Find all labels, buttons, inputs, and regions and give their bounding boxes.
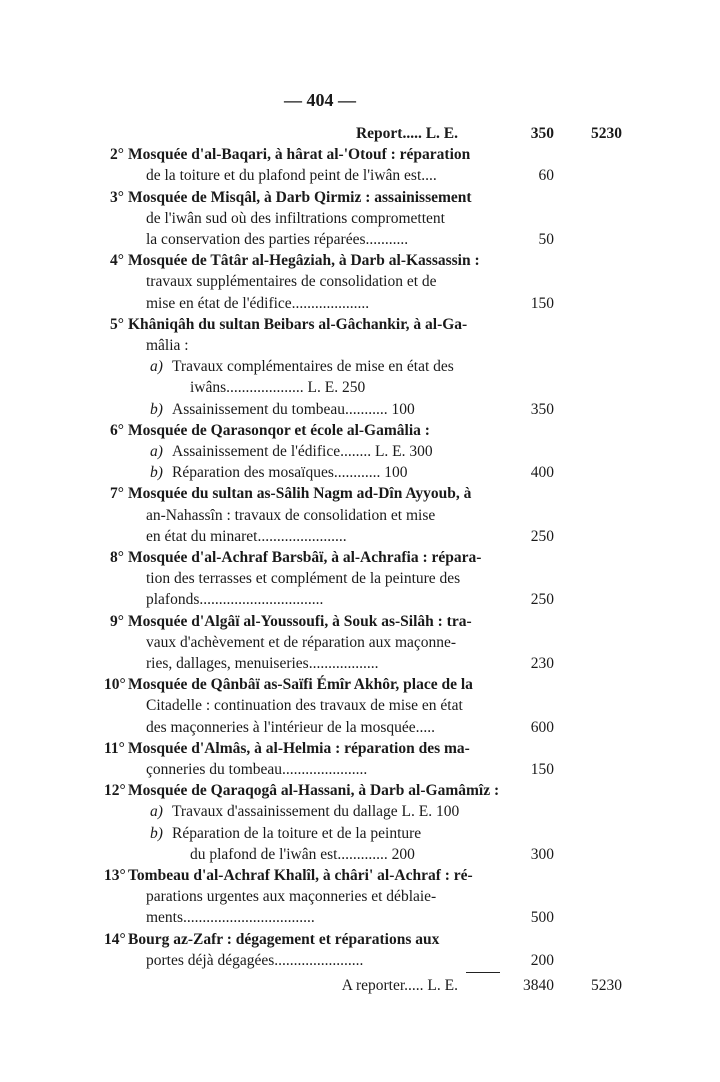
entry-line bbox=[0, 314, 720, 336]
report-total: 5230 bbox=[591, 125, 622, 142]
report-amount: 350 bbox=[530, 125, 554, 142]
report-label: Report..... L. E. bbox=[355, 125, 458, 142]
entry-text: Bourg az-Zafr : dégagement et réparations aux bbox=[128, 930, 440, 948]
entry-text: ments.................................. bbox=[146, 909, 315, 927]
entry-text: Assainissement de l'édifice........ L. E. 300 bbox=[172, 443, 433, 460]
entry-line bbox=[0, 505, 720, 527]
entry-line bbox=[0, 886, 720, 908]
sub-item-marker: b) bbox=[150, 400, 163, 418]
entry-number: 6° bbox=[110, 421, 124, 439]
entry-line bbox=[0, 589, 720, 611]
entry-number: 14° bbox=[104, 930, 126, 948]
entry-text: travaux supplémentaires de consolidation et de bbox=[146, 273, 437, 291]
sub-item-line bbox=[0, 441, 720, 463]
entry-number: 11° bbox=[104, 739, 125, 757]
entry-text: tion des terrasses et complément de la peinture des bbox=[146, 570, 461, 588]
entry-amount: 500 bbox=[530, 909, 554, 927]
entry-text: Mosquée d'Algâï al-Youssoufi, à Souk as-Silâh : tra- bbox=[128, 612, 472, 630]
entry-text: Mosquée d'al-Baqari, à hârat al-'Otouf : réparation bbox=[128, 146, 471, 164]
sub-item-marker: a) bbox=[150, 803, 163, 821]
entry-line bbox=[0, 271, 720, 293]
entry-line bbox=[0, 611, 720, 633]
entry-number: 8° bbox=[110, 549, 124, 566]
entry-line bbox=[0, 526, 720, 548]
sub-item-line bbox=[0, 462, 720, 484]
entry-amount: 200 bbox=[530, 951, 554, 969]
sub-item-line bbox=[0, 399, 720, 421]
entry-text: Khâniqâh du sultan Beibars al-Gâchankir, à al-Ga- bbox=[128, 315, 468, 333]
entry-amount: 150 bbox=[530, 294, 554, 312]
entry-amount: 60 bbox=[538, 167, 554, 185]
entry-line bbox=[0, 483, 720, 505]
entry-text: des maçonneries à l'intérieur de la mosquée..... bbox=[146, 718, 436, 736]
entry-number: 5° bbox=[110, 315, 124, 333]
entry-amount: 400 bbox=[530, 464, 554, 482]
entry-text: ries, dallages, menuiseries.................. bbox=[146, 655, 379, 672]
entry-line bbox=[0, 929, 720, 951]
entry-line bbox=[0, 335, 720, 357]
entry-text: an-Nahassîn : travaux de consolidation et mise bbox=[146, 506, 436, 524]
entry-amount: 250 bbox=[530, 527, 554, 545]
entry-text: çonneries du tombeau...................... bbox=[146, 761, 368, 778]
entry-text: mise en état de l'édifice.................... bbox=[146, 294, 370, 312]
entry-text: Travaux complémentaires de mise en état des bbox=[172, 358, 454, 376]
entry-amount: 300 bbox=[530, 845, 554, 863]
sub-item-line bbox=[0, 801, 720, 823]
entry-line bbox=[0, 717, 720, 739]
entry-amount: 350 bbox=[530, 400, 554, 418]
entry-text: Assainissement du tombeau........... 100 bbox=[172, 400, 415, 418]
entry-number: 4° bbox=[110, 252, 124, 270]
entry-text: de la toiture et du plafond peint de l'iwân est.... bbox=[146, 167, 437, 185]
entry-text: Mosquée d'Almâs, à al-Helmia : réparation des ma- bbox=[128, 739, 470, 757]
entry-line bbox=[0, 187, 720, 209]
entry-text: la conservation des parties réparées........... bbox=[146, 231, 409, 248]
entry-line bbox=[0, 568, 720, 590]
entry-text: parations urgentes aux maçonneries et déblaie- bbox=[146, 888, 437, 906]
entry-number: 10° bbox=[104, 676, 126, 694]
entry-text: Tombeau d'al-Achraf Khalîl, à châri' al-Achraf : ré- bbox=[128, 867, 473, 884]
entry-text: Mosquée de Misqâl, à Darb Qirmiz : assainissement bbox=[128, 188, 472, 206]
entry-text: mâlia : bbox=[146, 337, 189, 354]
entry-line bbox=[0, 695, 720, 717]
sub-item-marker: a) bbox=[150, 443, 163, 460]
sub-item-line bbox=[0, 844, 720, 866]
entry-line bbox=[0, 907, 720, 929]
sub-item-marker: b) bbox=[150, 824, 163, 842]
entry-text: Mosquée d'al-Achraf Barsbâï, à al-Achrafia : répara- bbox=[128, 549, 482, 566]
entry-text: Citadelle : continuation des travaux de mise en état bbox=[146, 697, 463, 715]
entry-line bbox=[0, 144, 720, 166]
entry-line bbox=[0, 950, 720, 972]
sub-item-marker: b) bbox=[150, 464, 163, 482]
entry-amount: 250 bbox=[530, 591, 554, 609]
entry-text: Mosquée de Qaraqogâ al-Hassani, à Darb al-Gamâmîz : bbox=[128, 782, 500, 800]
entry-line bbox=[0, 229, 720, 251]
carry-amount: 3840 bbox=[523, 977, 554, 994]
entry-line bbox=[0, 738, 720, 760]
sub-item-line bbox=[0, 356, 720, 378]
entry-text: Mosquée de Tâtâr al-Hegâziah, à Darb al-Kassassin : bbox=[128, 252, 480, 270]
entry-number: 7° bbox=[110, 485, 124, 503]
entry-text: en état du minaret....................... bbox=[146, 527, 347, 545]
entry-line bbox=[0, 674, 720, 696]
entry-text: Mosquée de Qânbâï as-Saïfi Émîr Akhôr, place de la bbox=[128, 676, 473, 694]
sub-item-line bbox=[0, 823, 720, 845]
entry-text: Réparation de la toiture et de la peinture bbox=[172, 824, 422, 842]
entry-line bbox=[0, 250, 720, 272]
entry-amount: 50 bbox=[538, 231, 554, 248]
entry-number: 2° bbox=[110, 146, 124, 164]
entry-text: Travaux d'assainissement du dallage L. E. 100 bbox=[172, 803, 460, 821]
entry-amount: 230 bbox=[530, 655, 554, 672]
entry-line bbox=[0, 759, 720, 781]
entry-line bbox=[0, 780, 720, 802]
entry-line bbox=[0, 293, 720, 315]
carry-forward-line bbox=[0, 975, 720, 997]
entry-line bbox=[0, 547, 720, 569]
entry-number: 12° bbox=[104, 782, 126, 800]
entry-number: 9° bbox=[110, 612, 124, 630]
entry-line bbox=[0, 420, 720, 442]
entry-text: Mosquée du sultan as-Sâlih Nagm ad-Dîn Ayyoub, à bbox=[128, 485, 472, 503]
carry-label: A reporter..... L. E. bbox=[341, 977, 458, 994]
page-number: — 404 — bbox=[284, 90, 356, 110]
entry-number: 13° bbox=[104, 867, 126, 884]
entry-text: de l'iwân sud où des infiltrations compromettent bbox=[146, 209, 445, 227]
entry-text: Réparation des mosaïques............ 100 bbox=[172, 464, 408, 482]
total-rule bbox=[466, 972, 500, 973]
entry-line bbox=[0, 165, 720, 187]
entry-line bbox=[0, 632, 720, 654]
entry-line bbox=[0, 208, 720, 230]
entry-text: portes déjà dégagées....................... bbox=[146, 951, 364, 969]
entry-text: iwâns.................... L. E. 250 bbox=[190, 379, 366, 397]
entry-number: 3° bbox=[110, 188, 124, 206]
sub-item-marker: a) bbox=[150, 358, 163, 376]
entry-amount: 600 bbox=[530, 718, 554, 736]
entry-text: vaux d'achèvement et de réparation aux maçonne- bbox=[146, 633, 457, 651]
report-line bbox=[0, 123, 720, 145]
entry-text: Mosquée de Qarasonqor et école al-Gamâlia : bbox=[128, 421, 430, 439]
carry-total: 5230 bbox=[591, 977, 622, 994]
entry-line bbox=[0, 865, 720, 887]
entry-line bbox=[0, 653, 720, 675]
entry-amount: 150 bbox=[530, 761, 554, 778]
entry-text: plafonds................................ bbox=[146, 591, 324, 609]
entry-text: du plafond de l'iwân est............. 200 bbox=[190, 845, 415, 863]
sub-item-line bbox=[0, 377, 720, 399]
